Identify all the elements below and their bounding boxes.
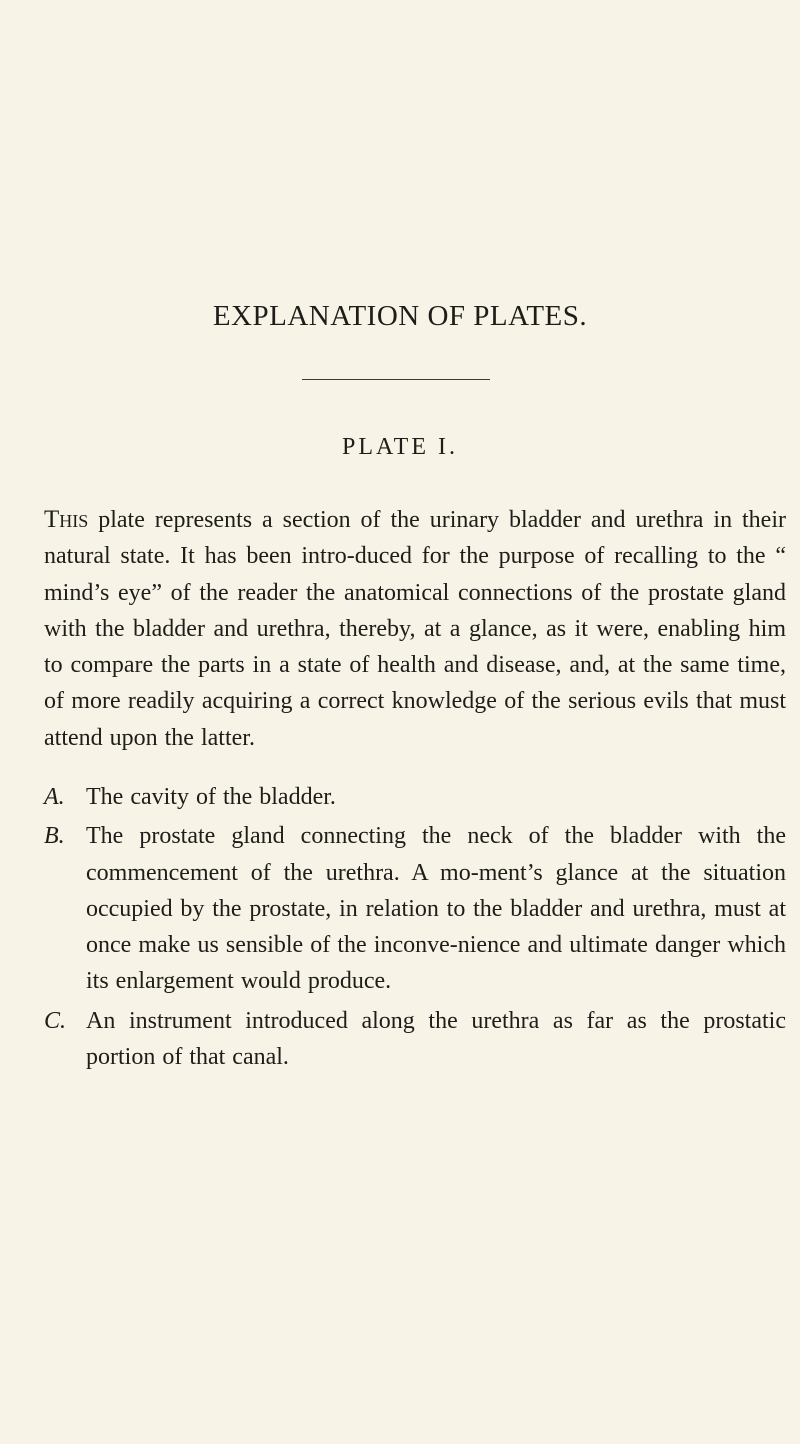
intro-text: plate represents a section of the urinary bladder and urethra in their natural state. It has been intro-duced for the purpose of recalling to the “ mind’s eye” of the reader the anatomical connections of the prostate gland with the bladder and urethra, thereby, at a glance, as it were, enabling him to compare the parts in a state of health and disease, and, at the same time, of more readily acquiring a correct knowledge of the serious evils that must attend upon the latter. [44, 507, 786, 751]
legend-text-c: An instrument introduced along the urethra as far as the prostatic portion of that canal. [86, 1007, 786, 1071]
legend-letter-a: A. [44, 784, 65, 810]
plate-heading: PLATE I. [342, 434, 458, 460]
legend-letter-b: B. [44, 823, 65, 850]
plate-legend [44, 779, 786, 1078]
intro-lead-word: This [44, 506, 89, 533]
legend-text-b: The prostate gland connecting the neck of the bladder with the commencement of the urethra. A mo-ment’s glance at the situation occupied by the prostate, in relation to the bladder and urethra, must at once make us sensible of the inconve-nience and ultimate danger which its enlargement would produce. [86, 823, 786, 995]
legend-item-a [44, 779, 786, 815]
page-title: EXPLANATION OF PLATES. [212, 300, 588, 332]
legend-letter-c: C. [44, 1007, 67, 1034]
legend-item-c [44, 1003, 786, 1076]
intro-paragraph [44, 502, 786, 756]
legend-text-a: The cavity of the bladder. [86, 784, 336, 810]
legend-item-b [44, 818, 786, 999]
title-divider [302, 379, 490, 380]
